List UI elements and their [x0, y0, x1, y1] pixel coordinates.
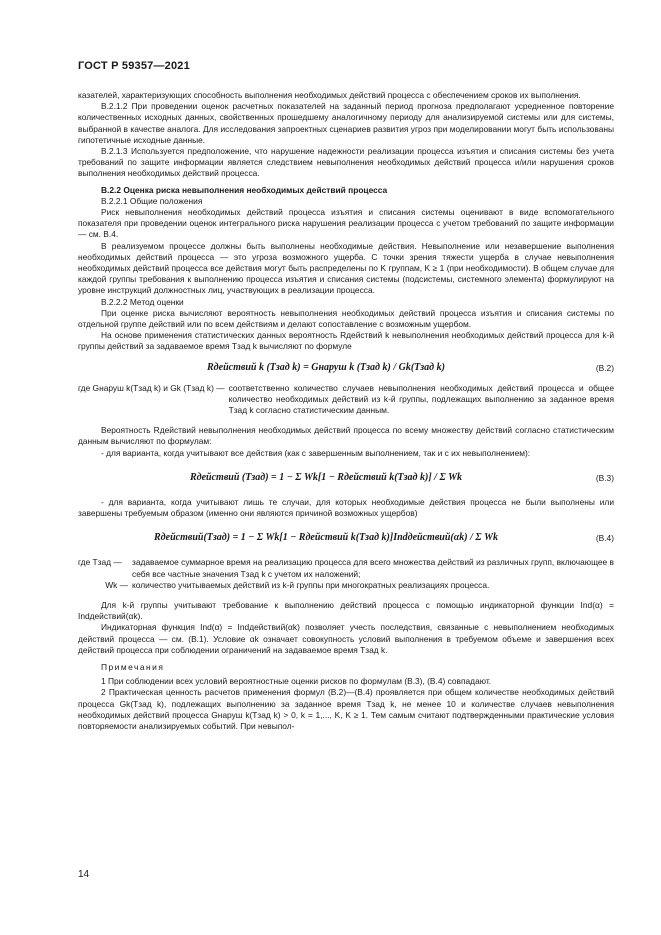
- where-clause: [78, 580, 614, 591]
- where-text: задаваемое суммарное время на реализацию процесса для всего множества действий из различных групп, включающее в себя все частные значения Tзад k с учетом их наложений;: [132, 557, 614, 579]
- formula-b4: [78, 523, 614, 553]
- paragraph: Вероятность Rдействий невыполнения необходимых действий процесса по всему множеству действий согласно статистическим данным вычисляют по формулам:: [78, 425, 614, 447]
- formula-expression: Rдействий (Tзад) = 1 − Σ Wk[1 − Rдействий k(Tзад k)] / Σ Wk: [189, 471, 463, 483]
- where-text: соответственно количество случаев невыполнения необходимых действий процесса и общее количество необходимых действий из k-й группы, подлежащих выполнению за заданное время Tзад k согласно статистическим данным.: [228, 382, 614, 416]
- paragraph: - для варианта, когда учитывают лишь те случаи, для которых необходимые действия процесса не были выполнены или завершены требуемым образом (именно они являются причиной возможных ущербов): [78, 496, 614, 519]
- paragraph: Индикаторная функция Ind(α) = Indдействий(αk) позволяет учесть последствия, связанные с невыполнением необходимых действий процесса — см. (В.1). Условие αk означает совокупность условий выполнения в требуемом объеме и завершения всех действий процесса при соблюдении ограничений на задаваемое время Tзад k.: [78, 622, 614, 655]
- paragraph: Для k-й группы учитывают требование к выполнению действий процесса с помощью индикаторной функции Ind(α) = Indдействий(αk).: [78, 599, 614, 622]
- where-clause: [78, 383, 614, 417]
- page-number: 14: [78, 869, 90, 880]
- paragraph: В.2.1.3 Используется предположение, что нарушение надежности реализации процесса изъятия и списания системы без учета требований по защите информации является следствием невыполнения необходимых действий процесса и/или нарушения сроков выполнения необходимых действий процесса.: [78, 146, 614, 179]
- document-body: [78, 90, 614, 732]
- paragraph: казателей, характеризующих способность выполнения необходимых действий процесса с обеспечением сроков их выполнения.: [78, 90, 581, 100]
- formula-b2: [78, 357, 614, 379]
- standard-header: ГОСТ Р 59357—2021: [78, 60, 190, 72]
- where-text: количество учитываемых действий из k-й группы при многократных реализациях процесса.: [132, 579, 490, 590]
- note-item: 1 При соблюдении всех условий вероятностные оценки рисков по формулам (В.3), (В.4) совпадают.: [101, 676, 492, 687]
- note-item: 2 Практическая ценность расчетов применения формул (В.2)—(В.4) проявляется при общем количестве необходимых действий процесса Gk(Tзад k), подлежащих выполнению за заданное время Tзад k, не менее 10 и количестве случаев невыполнения необходимых действий процесса Gнаруш k(Tзад k) > 0, k = 1,..., K, K ≥ 1. Тем самым считают подтвержденными практические условия повторяемости анализируемых событий. При невыпол-: [78, 687, 614, 731]
- formula-number: (В.4): [595, 533, 614, 544]
- paragraph: Риск невыполнения необходимых действий процесса изъятия и списания системы оценивают в виде вспомогательного показателя при проведении оценок интегрального риска нарушения реализации процесса с учетом требований по защите информации — см. В.4.: [78, 207, 614, 240]
- subsection-heading: В.2.2.1 Общие положения: [101, 195, 203, 206]
- formula-number: (В.3): [595, 472, 614, 483]
- formula-expression: Rдействий(Tзад) = 1 − Σ Wk[1 − Rдействий k(Tзад k)]Indдействий(αk) / Σ Wk: [154, 532, 498, 544]
- where-label: где Tзад —: [78, 557, 122, 568]
- section-heading: В.2.2 Оценка риска невыполнения необходимых действий процесса: [101, 184, 388, 195]
- where-label: Wk —: [105, 579, 128, 590]
- paragraph: В.2.1.2 При проведении оценок расчетных показателей на заданный период прогноза предполагают усредненное повторение количественных исходных данных, свойственных прошедшему аналогичному периоду для анализируемой системы или для системы, выбранной в качестве аналога. Для исследования запроектных сценариев развития угроз при моделировании могут быть использованы гипотетичные исходные данные.: [78, 101, 614, 145]
- formula-number: (В.2): [595, 362, 614, 373]
- formula-expression: Rдействий k (Tзад k) = Gнаруш k (Tзад k) / Gk(Tзад k): [207, 361, 445, 373]
- paragraph: На основе применения статистических данных вероятность Rдействий k невыполнения необходимых действий процесса для k-й группы действий за задаваемое время Tзад k вычисляют по формуле: [78, 330, 614, 352]
- paragraph: При оценке риска вычисляют вероятность невыполнения необходимых действий процесса изъятия и списания системы по отдельной группе действий или по всем действиям и делают сопоставление с возможным ущербом.: [78, 307, 614, 330]
- notes-title: Примечания: [101, 661, 165, 672]
- where-label: где Gнаруш k(Tзад k) и Gk (Tзад k) —: [78, 382, 225, 393]
- where-clause: [78, 557, 614, 579]
- paragraph: В реализуемом процессе должны быть выполнены необходимые действия. Невыполнение или незавершение выполнения необходимых действий процесса — это угроза возможного ущерба. С точки зрения тяжести ущерба в случае невыполнения необходимых действий процесса все действия могут быть распределены по K группам, K ≥ 1 (при необходимости). В общем случае для каждой группы требования к выполнению процесса изъятия и списания системы (подсистемы, системного элемента) формулируют на уровне инструкций должностных лиц, участвующих в реализации процесса.: [78, 240, 614, 296]
- formula-b3: [78, 463, 614, 493]
- subsection-heading: В.2.2.2 Метод оценки: [101, 296, 184, 307]
- paragraph: - для варианта, когда учитывают все действия (как с завершенным выполнением, так и с их невыполнением):: [101, 447, 531, 458]
